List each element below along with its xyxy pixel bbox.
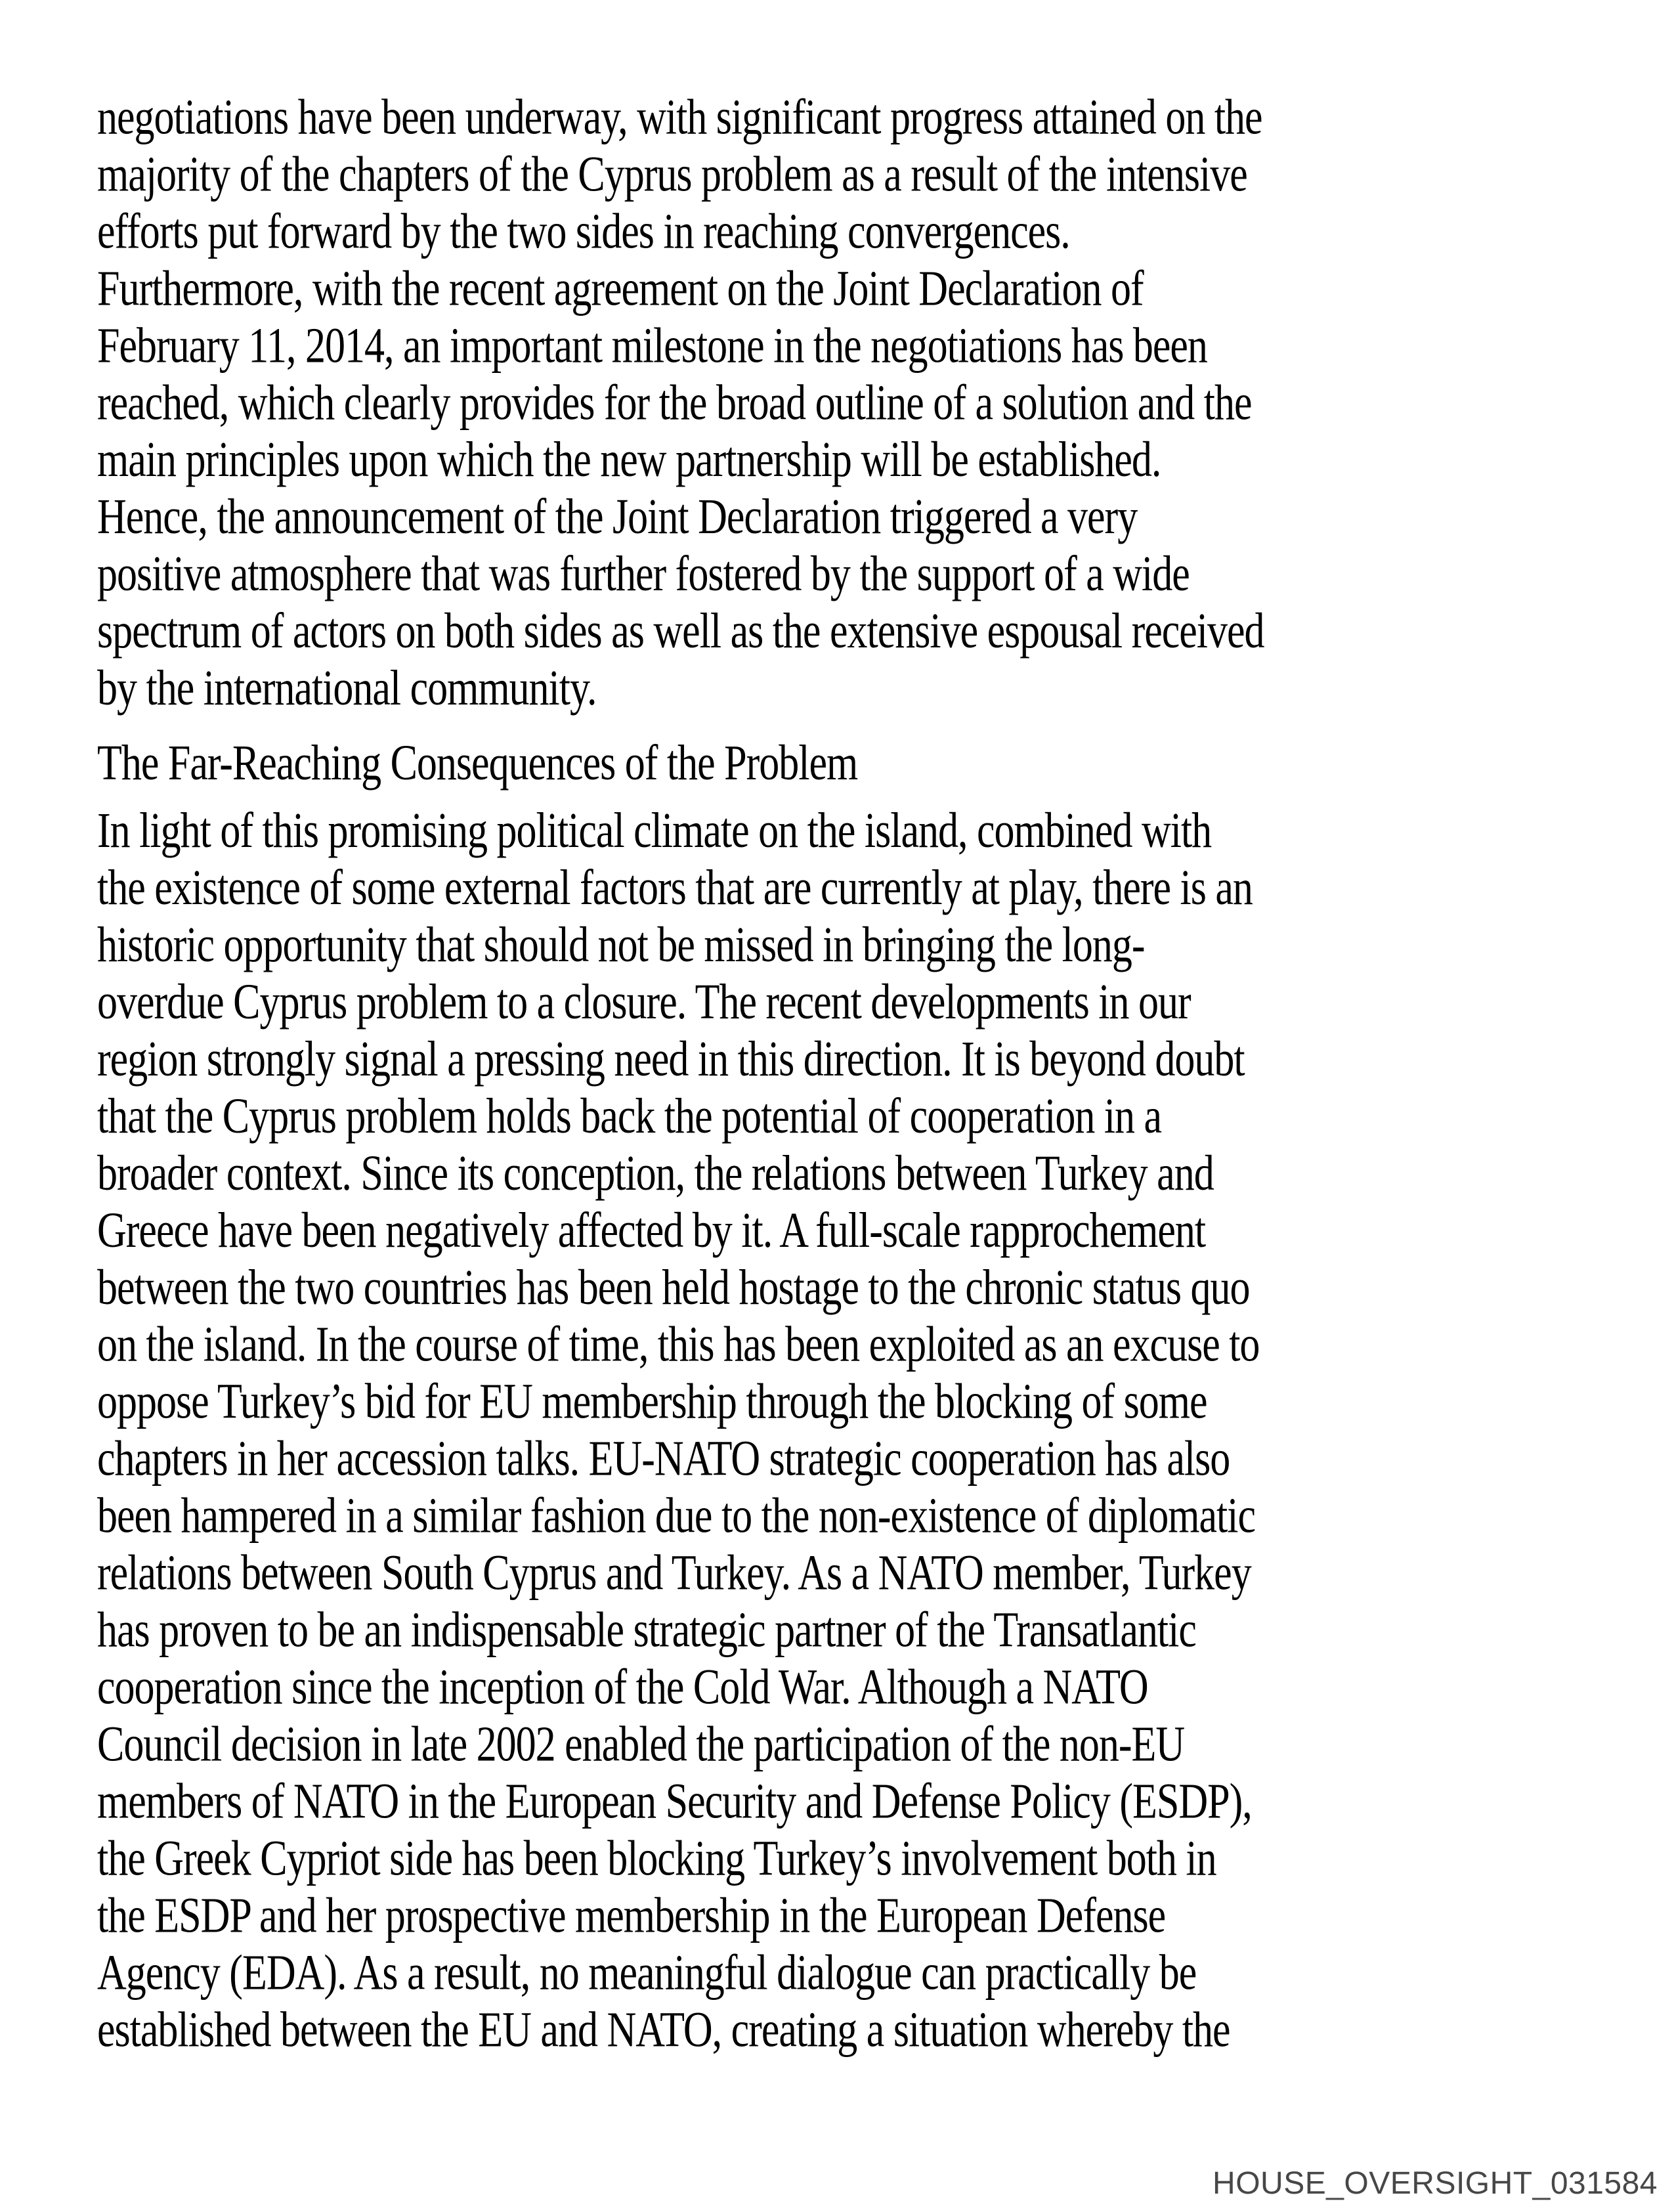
text-line: established between the EU and NATO, creating a situation whereby the [97,2003,1230,2058]
text-line: that the Cyprus problem holds back the potential of cooperation in a [97,1089,1162,1144]
text-line: positive atmosphere that was further fostered by the support of a wide [97,547,1190,602]
paragraph-1 [97,89,1604,718]
text-line: between the two countries has been held hostage to the chronic status quo [97,1260,1250,1315]
text-line: the existence of some external factors that are currently at play, there is an [97,860,1253,916]
text-line: on the island. In the course of time, this has been exploited as an excuse to [97,1317,1260,1372]
text-line: In light of this promising political climate on the island, combined with [97,803,1212,859]
section-heading: The Far-Reaching Consequences of the Problem [97,735,858,791]
text-line: efforts put forward by the two sides in reaching convergences. [97,204,1070,259]
text-line: relations between South Cyprus and Turkey. As a NATO member, Turkey [97,1546,1251,1601]
text-line: by the international community. [97,661,597,716]
text-line: Greece have been negatively affected by it. A full-scale rapprochement [97,1203,1206,1258]
text-line: overdue Cyprus problem to a closure. The recent developments in our [97,974,1191,1030]
paragraph-2 [97,803,1604,2059]
text-line: historic opportunity that should not be missed in bringing the long- [97,917,1145,973]
bates-number: HOUSE_OVERSIGHT_031584 [1213,2166,1658,2201]
text-line: region strongly signal a pressing need in this direction. It is beyond doubt [97,1031,1245,1087]
text-line: broader context. Since its conception, the relations between Turkey and [97,1146,1214,1201]
text-line: negotiations have been underway, with significant progress attained on the [97,90,1262,145]
text-line: Furthermore, with the recent agreement on the Joint Declaration of [97,261,1144,316]
document-body-text [97,89,1604,2059]
text-line: majority of the chapters of the Cyprus problem as a result of the intensive [97,147,1247,202]
text-line: has proven to be an indispensable strategic partner of the Transatlantic [97,1603,1196,1658]
text-line: the ESDP and her prospective membership in the European Defense [97,1888,1166,1943]
text-line: members of NATO in the European Security and Defense Policy (ESDP), [97,1774,1252,1829]
text-line: main principles upon which the new partnership will be established. [97,433,1161,488]
text-line: oppose Turkey’s bid for EU membership through the blocking of some [97,1374,1207,1429]
text-line: February 11, 2014, an important milestone in the negotiations has been [97,318,1207,374]
text-line: Agency (EDA). As a result, no meaningful dialogue can practically be [97,1945,1197,2001]
text-line: chapters in her accession talks. EU-NATO strategic cooperation has also [97,1431,1230,1486]
text-line: been hampered in a similar fashion due to the non-existence of diplomatic [97,1488,1256,1544]
text-line: cooperation since the inception of the Cold War. Although a NATO [97,1660,1148,1715]
text-line: Hence, the announcement of the Joint Declaration triggered a very [97,490,1138,545]
text-line: the Greek Cypriot side has been blocking Turkey’s involvement both in [97,1831,1216,1886]
text-line: spectrum of actors on both sides as well as the extensive espousal received [97,604,1264,659]
text-line: Council decision in late 2002 enabled the participation of the non-EU [97,1717,1185,1772]
text-line: reached, which clearly provides for the broad outline of a solution and the [97,376,1252,431]
